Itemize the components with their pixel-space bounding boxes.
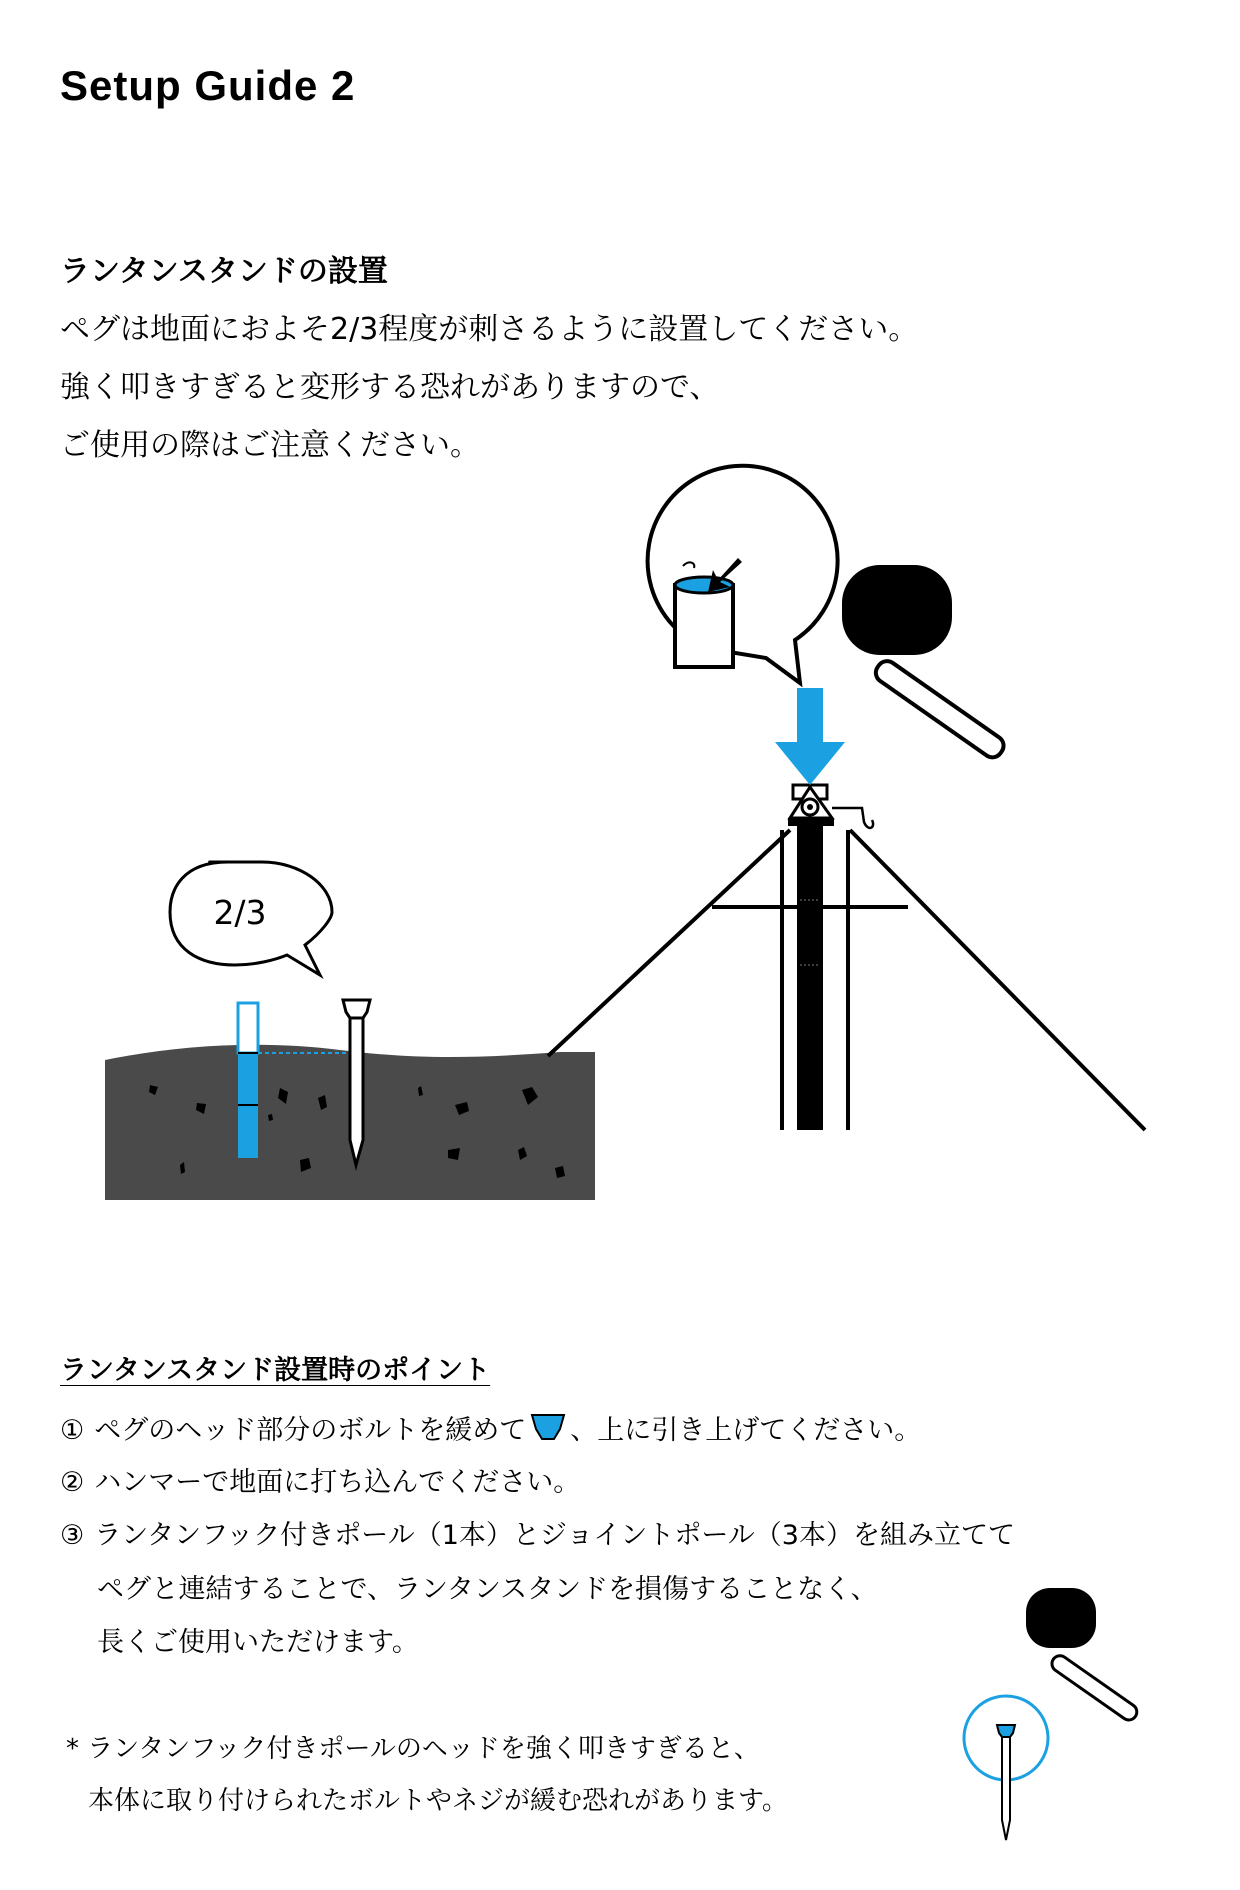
step-2 bbox=[60, 1460, 580, 1499]
step-3-line-1: ランタンフック付きポール（1本）とジョイントポール（3本）を組み立てて bbox=[94, 1520, 1015, 1551]
points-heading: ランタンスタンド設置時のポイント bbox=[60, 1355, 491, 1386]
small-peg-icon bbox=[997, 1725, 1015, 1840]
intro-line-2: 強く叩きすぎると変形する恐れがありますので、 bbox=[60, 370, 720, 405]
note-line-2: 本体に取り付けられたボルトやネジが緩む恐れがあります。 bbox=[88, 1786, 788, 1816]
note-line-1: * ランタンフック付きポールのヘッドを強く叩きすぎると、 bbox=[66, 1734, 760, 1764]
ratio-label: 2/3 bbox=[213, 893, 267, 932]
step-2-text: ハンマーで地面に打ち込んでください。 bbox=[94, 1467, 581, 1498]
step-3-line-2: ペグと連結することで、ランタンスタンドを損傷することなく、 bbox=[97, 1574, 878, 1605]
page-title: Setup Guide 2 bbox=[60, 62, 356, 109]
step-1-text-before: ペグのヘッド部分のボルトを緩めて bbox=[94, 1415, 527, 1446]
step-1 bbox=[60, 1408, 921, 1450]
step-3-number: ③ bbox=[60, 1520, 85, 1551]
stand-head-icon bbox=[788, 785, 873, 828]
peg-head-icon bbox=[530, 1413, 566, 1450]
lantern-stand bbox=[548, 830, 1145, 1130]
intro-line-1: ペグは地面におよそ2/3程度が刺さるように設置してください。 bbox=[60, 312, 919, 347]
down-arrow-icon bbox=[775, 688, 845, 785]
hammer-icon bbox=[800, 513, 1073, 761]
step-1-number: ① bbox=[60, 1415, 85, 1446]
ratio-gauge-top bbox=[238, 1003, 258, 1053]
section-heading: ランタンスタンドの設置 bbox=[60, 254, 388, 289]
step-3 bbox=[60, 1513, 1015, 1552]
step-1-text-after: 、上に引き上げてください。 bbox=[570, 1415, 922, 1446]
center-pole bbox=[797, 818, 823, 1130]
step-3-line-3: 長くご使用いただけます。 bbox=[97, 1627, 419, 1658]
step-2-number: ② bbox=[60, 1467, 85, 1498]
intro-line-3: ご使用の際はご注意ください。 bbox=[60, 428, 480, 463]
small-hammer-icon bbox=[997, 1555, 1183, 1723]
